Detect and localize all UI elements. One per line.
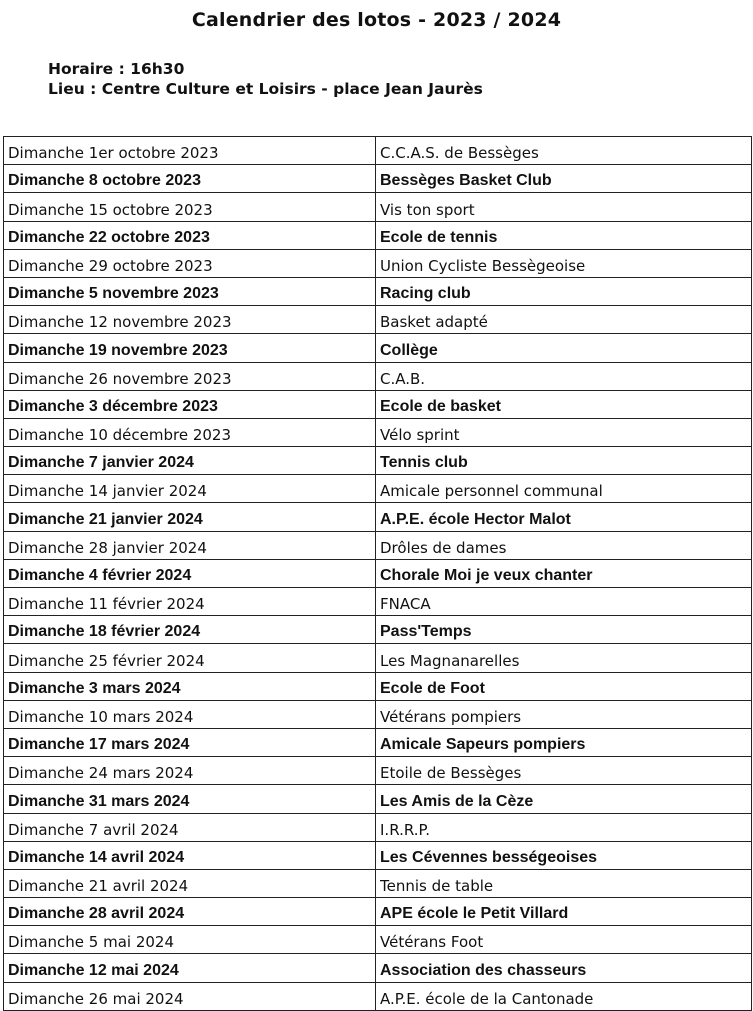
event-date: Dimanche 1er octobre 2023 — [4, 137, 376, 165]
organizer-name: C.A.B. — [376, 362, 752, 390]
event-date: Dimanche 21 avril 2024 — [4, 869, 376, 897]
table-row — [4, 982, 752, 1010]
organizer-name: Ecole de tennis — [376, 221, 752, 249]
page-title: Calendrier des lotos - 2023 / 2024 — [191, 9, 562, 31]
event-date: Dimanche 26 mai 2024 — [4, 982, 376, 1010]
organizer-name: Les Magnanarelles — [376, 644, 752, 672]
organizer-name: Basket adapté — [376, 306, 752, 334]
organizer-name: A.P.E. école Hector Malot — [376, 503, 752, 531]
organizer-name: Ecole de basket — [376, 390, 752, 418]
event-date: Dimanche 15 octobre 2023 — [4, 193, 376, 221]
event-date: Dimanche 26 novembre 2023 — [4, 362, 376, 390]
event-date: Dimanche 25 février 2024 — [4, 644, 376, 672]
organizer-name: Union Cycliste Bessègeoise — [376, 249, 752, 277]
event-date: Dimanche 18 février 2024 — [4, 616, 376, 644]
table-row — [4, 277, 752, 305]
event-date: Dimanche 31 mars 2024 — [4, 785, 376, 813]
event-date: Dimanche 17 mars 2024 — [4, 728, 376, 756]
table-row — [4, 616, 752, 644]
calendar-body — [4, 137, 752, 1011]
event-date: Dimanche 5 mai 2024 — [4, 926, 376, 954]
loto-calendar-table — [3, 136, 752, 1011]
table-row — [4, 926, 752, 954]
organizer-name: Bessèges Basket Club — [376, 165, 752, 193]
organizer-name: Racing club — [376, 277, 752, 305]
organizer-name: I.R.R.P. — [376, 813, 752, 841]
organizer-name: Les Amis de la Cèze — [376, 785, 752, 813]
table-row — [4, 362, 752, 390]
organizer-name: C.C.A.S. de Bessèges — [376, 137, 752, 165]
table-row — [4, 306, 752, 334]
event-date: Dimanche 3 décembre 2023 — [4, 390, 376, 418]
table-row — [4, 475, 752, 503]
event-date: Dimanche 11 février 2024 — [4, 588, 376, 616]
table-row — [4, 334, 752, 362]
table-row — [4, 531, 752, 559]
table-row — [4, 249, 752, 277]
event-date: Dimanche 21 janvier 2024 — [4, 503, 376, 531]
event-date: Dimanche 3 mars 2024 — [4, 672, 376, 700]
organizer-name: Chorale Moi je veux chanter — [376, 559, 752, 587]
table-row — [4, 700, 752, 728]
organizer-name: Ecole de Foot — [376, 672, 752, 700]
table-row — [4, 672, 752, 700]
table-row — [4, 165, 752, 193]
organizer-name: Tennis club — [376, 447, 752, 475]
table-row — [4, 728, 752, 756]
organizer-name: Etoile de Bessèges — [376, 757, 752, 785]
event-date: Dimanche 29 octobre 2023 — [4, 249, 376, 277]
table-row — [4, 588, 752, 616]
table-row — [4, 898, 752, 926]
organizer-name: Vétérans Foot — [376, 926, 752, 954]
event-date: Dimanche 14 janvier 2024 — [4, 475, 376, 503]
organizer-name: Pass'Temps — [376, 616, 752, 644]
event-date: Dimanche 28 avril 2024 — [4, 898, 376, 926]
organizer-name: Collège — [376, 334, 752, 362]
schedule-time: Horaire : 16h30 — [48, 60, 185, 78]
event-date: Dimanche 24 mars 2024 — [4, 757, 376, 785]
table-row — [4, 954, 752, 982]
organizer-name: Tennis de table — [376, 869, 752, 897]
table-row — [4, 869, 752, 897]
organizer-name: Amicale personnel communal — [376, 475, 752, 503]
event-date: Dimanche 5 novembre 2023 — [4, 277, 376, 305]
table-row — [4, 221, 752, 249]
table-row — [4, 390, 752, 418]
venue-location: Lieu : Centre Culture et Loisirs - place Jean Jaurès — [48, 80, 483, 98]
organizer-name: Vis ton sport — [376, 193, 752, 221]
event-date: Dimanche 7 avril 2024 — [4, 813, 376, 841]
event-date: Dimanche 10 décembre 2023 — [4, 418, 376, 446]
event-date: Dimanche 22 octobre 2023 — [4, 221, 376, 249]
organizer-name: Les Cévennes bességeoises — [376, 841, 752, 869]
event-date: Dimanche 8 octobre 2023 — [4, 165, 376, 193]
organizer-name: Vétérans pompiers — [376, 700, 752, 728]
table-row — [4, 503, 752, 531]
table-row — [4, 813, 752, 841]
table-row — [4, 193, 752, 221]
table-row — [4, 447, 752, 475]
table-row — [4, 418, 752, 446]
table-row — [4, 785, 752, 813]
event-date: Dimanche 4 février 2024 — [4, 559, 376, 587]
organizer-name: APE école le Petit Villard — [376, 898, 752, 926]
table-row — [4, 757, 752, 785]
organizer-name: Amicale Sapeurs pompiers — [376, 728, 752, 756]
table-row — [4, 137, 752, 165]
event-date: Dimanche 10 mars 2024 — [4, 700, 376, 728]
event-date: Dimanche 12 novembre 2023 — [4, 306, 376, 334]
event-date: Dimanche 7 janvier 2024 — [4, 447, 376, 475]
event-date: Dimanche 28 janvier 2024 — [4, 531, 376, 559]
organizer-name: Association des chasseurs — [376, 954, 752, 982]
organizer-name: Drôles de dames — [376, 531, 752, 559]
event-date: Dimanche 14 avril 2024 — [4, 841, 376, 869]
organizer-name: Vélo sprint — [376, 418, 752, 446]
event-date: Dimanche 12 mai 2024 — [4, 954, 376, 982]
event-date: Dimanche 19 novembre 2023 — [4, 334, 376, 362]
organizer-name: A.P.E. école de la Cantonade — [376, 982, 752, 1010]
organizer-name: FNACA — [376, 588, 752, 616]
table-row — [4, 644, 752, 672]
table-row — [4, 841, 752, 869]
table-row — [4, 559, 752, 587]
